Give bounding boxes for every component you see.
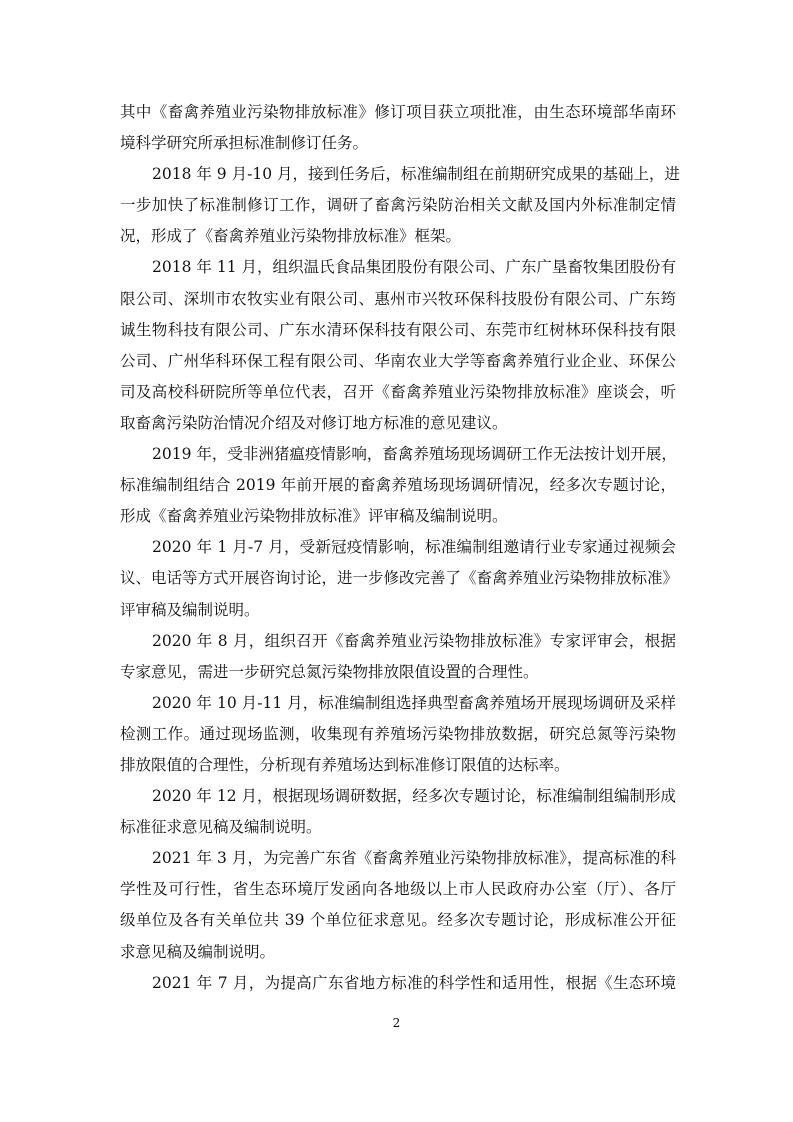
- paragraph: [120, 252, 676, 439]
- text-line: 2020 年 10 月-11 月，标准编制组选择典型畜禽养殖场开展现场调研及采样: [152, 693, 676, 712]
- text-line: 2018 年 11 月，组织温氏食品集团股份有限公司、广东广垦畜牧集团股份有: [152, 258, 676, 277]
- paragraph: [120, 688, 676, 781]
- text-line: 学性及可行性，省生态环境厅发函向各地级以上市人民政府办公室（厅）、各厅: [120, 880, 676, 899]
- text-line: 标准征求意见稿及编制说明。: [120, 818, 322, 837]
- text-line: 2020 年 12 月，根据现场调研数据，经多次专题讨论，标准编制组编制形成: [152, 787, 676, 806]
- paragraph: [120, 439, 676, 532]
- text-line: 级单位及各有关单位共 39 个单位征求意见。经多次专题讨论，形成标准公开征: [120, 911, 676, 930]
- text-line: 2019 年，受非洲猪瘟疫情影响，畜禽养殖场现场调研工作无法按计划开展，: [152, 445, 677, 464]
- text-line: 检测工作。通过现场监测，收集现有养殖场污染物排放数据，研究总氮等污染物: [120, 724, 676, 743]
- text-line: 专家意见，需进一步研究总氮污染物排放限值设置的合理性。: [120, 662, 539, 681]
- text-line: 取畜禽污染防治情况介绍及对修订地方标准的意见建议。: [120, 413, 508, 432]
- paragraph: [120, 968, 676, 999]
- text-line: 其中《畜禽养殖业污染物排放标准》修订项目获立项批准，由生态环境部华南环: [120, 103, 676, 121]
- paragraph: [120, 843, 676, 967]
- page-number: 2: [392, 1016, 401, 1030]
- text-line: 一步加快了标准制修订工作，调研了畜禽污染防治相关文献及国内外标准制定情: [120, 196, 676, 215]
- paragraph: [120, 781, 676, 843]
- text-line: 2021 年 3 月，为完善广东省《畜禽养殖业污染物排放标准》，提高标准的科: [152, 849, 676, 868]
- text-line: 2020 年 1 月-7 月，受新冠疫情影响，标准编制组邀请行业专家通过视频会: [152, 538, 676, 557]
- text-line: 诚生物科技有限公司、广东水清环保科技有限公司、东莞市红树林环保科技有限: [120, 320, 676, 339]
- text-line: 司及高校科研院所等单位代表，召开《畜禽养殖业污染物排放标准》座谈会，听: [120, 382, 676, 401]
- text-line: 2021 年 7 月，为提高广东省地方标准的科学性和适用性，根据《生态环境: [152, 973, 676, 992]
- paragraph: [120, 626, 676, 688]
- text-line: 议、电话等方式开展咨询讨论，进一步修改完善了《畜禽养殖业污染物排放标准》: [120, 569, 679, 588]
- text-line: 公司、广州华科环保工程有限公司、华南农业大学等畜禽养殖行业企业、环保公: [120, 351, 676, 370]
- document-body: [120, 97, 680, 999]
- text-line: 标准编制组结合 2019 年前开展的畜禽养殖场现场调研情况，经多次专题讨论，: [120, 476, 676, 495]
- text-line: 求意见稿及编制说明。: [120, 942, 276, 961]
- text-line: 2018 年 9 月-10 月，接到任务后，标准编制组在前期研究成果的基础上，进: [152, 165, 680, 184]
- paragraph: [120, 532, 679, 625]
- paragraph: [120, 159, 680, 252]
- paragraph: [120, 97, 676, 159]
- text-line: 限公司、深圳市农牧实业有限公司、惠州市兴牧环保科技股份有限公司、广东筠: [120, 289, 676, 308]
- text-line: 评审稿及编制说明。: [120, 600, 260, 619]
- text-line: 境科学研究所承担标准制修订任务。: [120, 134, 369, 153]
- text-line: 况，形成了《畜禽养殖业污染物排放标准》框架。: [120, 227, 462, 246]
- text-line: 形成《畜禽养殖业污染物排放标准》评审稿及编制说明。: [120, 507, 508, 526]
- text-line: 排放限值的合理性，分析现有养殖场达到标准修订限值的达标率。: [120, 755, 570, 774]
- text-line: 2020 年 8 月，组织召开《畜禽养殖业污染物排放标准》专家评审会，根据: [152, 631, 676, 650]
